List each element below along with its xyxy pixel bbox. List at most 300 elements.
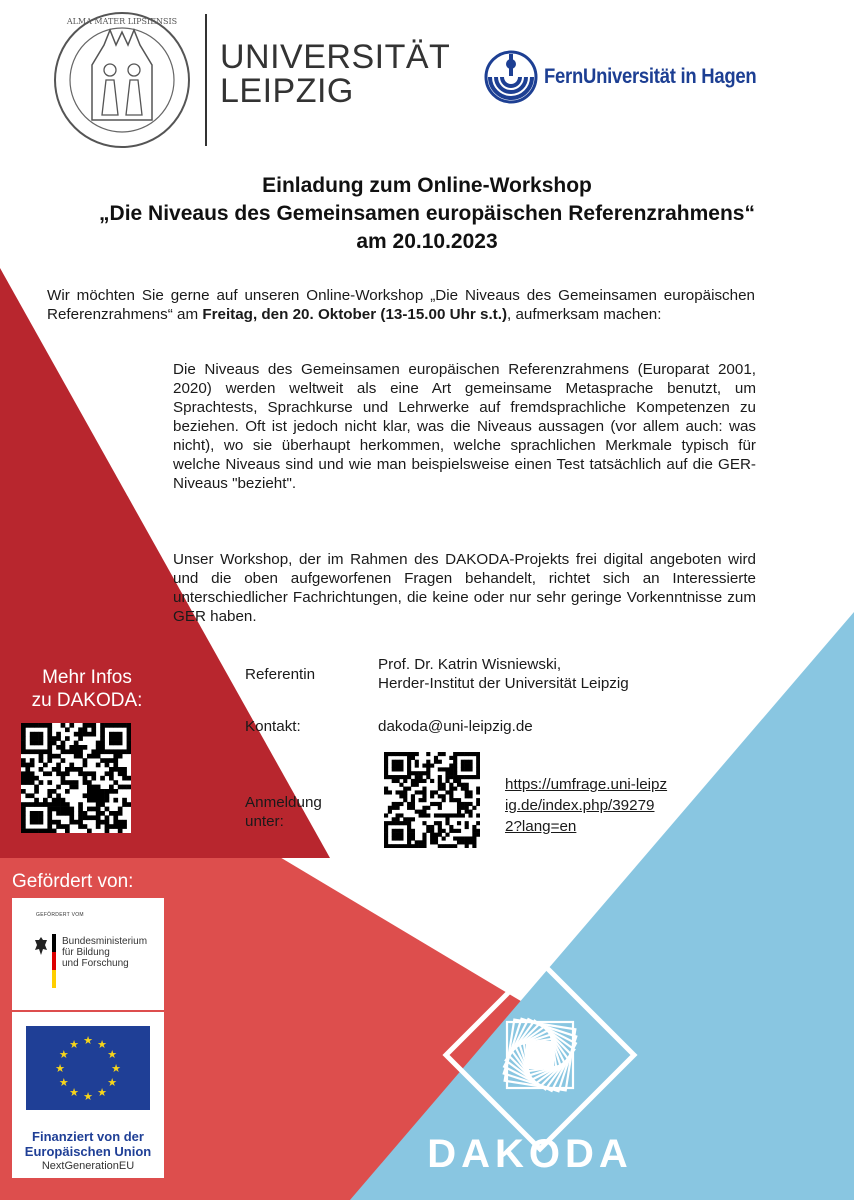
qr-module <box>105 815 110 820</box>
qr-module <box>65 771 70 776</box>
qr-module <box>388 790 392 794</box>
qr-module <box>61 798 66 803</box>
qr-module <box>403 844 407 848</box>
eu-star-icon: ★ <box>83 1091 93 1103</box>
qr-module <box>118 824 123 829</box>
qr-module <box>426 767 430 771</box>
qr-module <box>69 785 74 790</box>
qr-module <box>407 787 411 791</box>
qr-module <box>74 785 79 790</box>
qr-module <box>449 794 453 798</box>
qr-module <box>407 833 411 837</box>
qr-module <box>407 825 411 829</box>
qr-module <box>384 767 388 771</box>
qr-module <box>96 824 101 829</box>
qr-module <box>30 776 35 781</box>
qr-module <box>468 775 472 779</box>
qr-module <box>465 775 469 779</box>
qr-module <box>69 815 74 820</box>
qr-module <box>83 763 88 768</box>
qr-module <box>21 807 26 812</box>
dakoda-wordmark: DAKODA <box>427 1132 633 1176</box>
qr-module <box>56 763 61 768</box>
eu-flag-icon <box>26 1026 150 1110</box>
mehr-infos-line1: Mehr Infos <box>42 667 132 688</box>
qr-module <box>109 824 114 829</box>
qr-module <box>30 723 35 728</box>
qr-module <box>78 802 83 807</box>
qr-module <box>419 790 423 794</box>
qr-module <box>43 802 48 807</box>
qr-module <box>403 787 407 791</box>
referentin-name: Prof. Dr. Katrin Wisniewski, <box>378 656 562 673</box>
eu-star-icon: ★ <box>55 1063 65 1075</box>
qr-module <box>411 771 415 775</box>
qr-module <box>100 749 105 754</box>
qr-module <box>96 811 101 816</box>
qr-module <box>25 763 30 768</box>
qr-module <box>34 732 39 737</box>
qr-module <box>422 840 426 844</box>
qr-module <box>399 821 403 825</box>
qr-module <box>399 844 403 848</box>
qr-module <box>403 752 407 756</box>
qr-module <box>384 813 388 817</box>
qr-module <box>407 806 411 810</box>
qr-module <box>411 794 415 798</box>
qr-module <box>43 723 48 728</box>
qr-module <box>83 815 88 820</box>
qr-module <box>476 821 480 825</box>
qr-module <box>109 741 114 746</box>
qr-module <box>113 736 118 741</box>
qr-module <box>21 741 26 746</box>
qr-module <box>100 741 105 746</box>
qr-module <box>430 790 434 794</box>
qr-module <box>74 741 79 746</box>
dakoda-info-qr-code[interactable] <box>21 723 131 833</box>
qr-module <box>34 736 39 741</box>
qr-module <box>415 771 419 775</box>
qr-module <box>422 771 426 775</box>
qr-module <box>105 820 110 825</box>
qr-module <box>411 829 415 833</box>
qr-module <box>21 802 26 807</box>
qr-module <box>56 736 61 741</box>
qr-module <box>472 825 476 829</box>
qr-module <box>127 785 131 790</box>
qr-module <box>91 754 96 759</box>
qr-module <box>109 758 114 763</box>
qr-module <box>52 820 57 825</box>
anmeldung-label <box>245 793 322 831</box>
qr-module <box>407 771 411 775</box>
title-line1: Einladung zum Online-Workshop <box>262 174 592 197</box>
qr-module <box>426 752 430 756</box>
qr-module <box>47 811 52 816</box>
qr-module <box>96 745 101 750</box>
qr-module <box>109 771 114 776</box>
qr-module <box>65 736 70 741</box>
qr-module <box>411 802 415 806</box>
qr-module <box>47 793 52 798</box>
qr-module <box>476 790 480 794</box>
qr-module <box>396 833 400 837</box>
intro-text-after: , aufmerksam machen: <box>507 306 662 323</box>
qr-module <box>415 783 419 787</box>
qr-module <box>453 787 457 791</box>
qr-module <box>113 811 118 816</box>
qr-module <box>392 833 396 837</box>
qr-module <box>415 790 419 794</box>
qr-module <box>91 785 96 790</box>
qr-module <box>392 829 396 833</box>
qr-module <box>422 794 426 798</box>
kontakt-email[interactable]: dakoda@uni-leipzig.de <box>378 718 533 735</box>
qr-module <box>127 741 131 746</box>
qr-module <box>83 780 88 785</box>
qr-module <box>457 813 461 817</box>
qr-module <box>52 807 57 812</box>
qr-module <box>21 776 26 781</box>
qr-module <box>445 790 449 794</box>
qr-module <box>384 840 388 844</box>
qr-module <box>419 844 423 848</box>
qr-module <box>396 767 400 771</box>
fernuni-logo <box>484 50 785 104</box>
qr-module <box>105 793 110 798</box>
qr-module <box>407 760 411 764</box>
qr-module <box>399 829 403 833</box>
qr-module <box>422 806 426 810</box>
qr-module <box>472 806 476 810</box>
qr-module <box>30 763 35 768</box>
qr-module <box>113 824 118 829</box>
qr-module <box>415 779 419 783</box>
qr-module <box>449 756 453 760</box>
qr-module <box>430 836 434 840</box>
qr-module <box>39 749 44 754</box>
qr-module <box>91 776 96 781</box>
qr-module <box>465 752 469 756</box>
qr-module <box>453 760 457 764</box>
qr-module <box>392 760 396 764</box>
qr-module <box>442 836 446 840</box>
qr-module <box>96 754 101 759</box>
qr-module <box>472 836 476 840</box>
qr-module <box>476 767 480 771</box>
qr-module <box>52 754 57 759</box>
mehr-infos-heading <box>12 666 162 712</box>
qr-module <box>465 825 469 829</box>
qr-module <box>39 736 44 741</box>
qr-module <box>392 775 396 779</box>
qr-module <box>465 806 469 810</box>
qr-module <box>118 767 123 772</box>
dakoda-core-square <box>526 1041 554 1069</box>
dakoda-logo-mark <box>440 955 640 1155</box>
qr-module <box>426 771 430 775</box>
eu-funding-logo <box>12 1012 164 1178</box>
qr-module <box>430 825 434 829</box>
qr-module <box>52 829 57 833</box>
qr-module <box>411 806 415 810</box>
qr-module <box>399 767 403 771</box>
qr-module <box>422 787 426 791</box>
qr-module <box>457 752 461 756</box>
qr-module <box>91 749 96 754</box>
qr-module <box>453 752 457 756</box>
qr-module <box>438 844 442 848</box>
qr-module <box>122 824 127 829</box>
qr-module <box>476 798 480 802</box>
referentin-label: Referentin <box>245 666 316 683</box>
qr-module <box>122 767 127 772</box>
qr-module <box>384 764 388 768</box>
qr-module <box>449 825 453 829</box>
qr-module <box>87 732 92 737</box>
qr-module <box>438 794 442 798</box>
qr-module <box>453 813 457 817</box>
qr-module <box>39 802 44 807</box>
qr-module <box>461 806 465 810</box>
qr-module <box>465 787 469 791</box>
qr-module <box>449 790 453 794</box>
qr-module <box>100 745 105 750</box>
qr-module <box>39 741 44 746</box>
qr-module <box>468 813 472 817</box>
qr-module <box>78 736 83 741</box>
qr-module <box>39 723 44 728</box>
qr-module <box>399 760 403 764</box>
qr-module <box>96 741 101 746</box>
qr-module <box>468 802 472 806</box>
qr-module <box>392 767 396 771</box>
qr-module <box>438 833 442 837</box>
qr-module <box>47 802 52 807</box>
qr-module <box>392 802 396 806</box>
qr-module <box>445 767 449 771</box>
qr-module <box>407 802 411 806</box>
qr-module <box>422 836 426 840</box>
qr-module <box>411 752 415 756</box>
qr-module <box>388 752 392 756</box>
qr-module <box>96 807 101 812</box>
qr-module <box>34 829 39 833</box>
qr-module <box>457 829 461 833</box>
qr-module <box>39 754 44 759</box>
qr-module <box>472 775 476 779</box>
qr-module <box>453 844 457 848</box>
qr-module <box>39 829 44 833</box>
qr-module <box>21 771 26 776</box>
qr-module <box>399 790 403 794</box>
qr-module <box>407 821 411 825</box>
qr-module <box>396 813 400 817</box>
qr-module <box>65 780 70 785</box>
qr-module <box>113 749 118 754</box>
qr-module <box>118 785 123 790</box>
intro-paragraph <box>47 286 755 324</box>
qr-module <box>396 760 400 764</box>
qr-module <box>449 798 453 802</box>
federal-eagle-icon <box>34 936 48 956</box>
qr-module <box>105 758 110 763</box>
qr-module <box>118 771 123 776</box>
qr-module <box>113 815 118 820</box>
qr-module <box>113 763 118 768</box>
qr-module <box>122 785 127 790</box>
title-line2: „Die Niveaus des Gemeinsamen europäischen Referenzrahmens“ <box>99 202 755 225</box>
qr-module <box>30 829 35 833</box>
qr-module <box>465 802 469 806</box>
qr-module <box>468 840 472 844</box>
qr-module <box>47 745 52 750</box>
qr-module <box>113 754 118 759</box>
qr-module <box>122 802 127 807</box>
qr-module <box>39 767 44 772</box>
qr-module <box>43 763 48 768</box>
qr-module <box>87 785 92 790</box>
qr-module <box>109 732 114 737</box>
qr-module <box>407 775 411 779</box>
qr-module <box>69 780 74 785</box>
qr-module <box>87 793 92 798</box>
qr-module <box>61 807 66 812</box>
qr-module <box>83 811 88 816</box>
qr-module <box>87 780 92 785</box>
qr-module <box>465 821 469 825</box>
qr-module <box>434 802 438 806</box>
qr-module <box>384 821 388 825</box>
qr-module <box>96 793 101 798</box>
qr-module <box>388 806 392 810</box>
qr-module <box>430 794 434 798</box>
qr-module <box>442 794 446 798</box>
university-seal-logo <box>52 10 192 150</box>
qr-module <box>21 820 26 825</box>
qr-module <box>392 764 396 768</box>
qr-module <box>118 732 123 737</box>
qr-module <box>83 732 88 737</box>
bmbf-line3: und Forschung <box>62 958 129 969</box>
qr-module <box>468 752 472 756</box>
qr-module <box>445 771 449 775</box>
qr-module <box>74 745 79 750</box>
qr-module <box>438 752 442 756</box>
qr-module <box>21 780 26 785</box>
qr-module <box>118 829 123 833</box>
qr-module <box>109 767 114 772</box>
qr-module <box>105 829 110 833</box>
qr-module <box>65 802 70 807</box>
eu-star-icon: ★ <box>58 1049 69 1061</box>
qr-module <box>415 840 419 844</box>
qr-module <box>56 820 61 825</box>
registration-qr-code[interactable] <box>384 752 480 848</box>
qr-module <box>384 844 388 848</box>
qr-module <box>465 794 469 798</box>
qr-module <box>396 829 400 833</box>
qr-module <box>449 829 453 833</box>
qr-module <box>61 749 66 754</box>
qr-module <box>43 829 48 833</box>
qr-module <box>96 789 101 794</box>
qr-module <box>113 758 118 763</box>
qr-module <box>21 732 26 737</box>
intro-text-before: Wir möchten Sie gerne auf unseren Online-Workshop „Die Niveaus des Gemeinsamen europäischen Referenzrahmens“ am <box>47 287 755 323</box>
qr-module <box>83 723 88 728</box>
qr-module <box>457 779 461 783</box>
qr-module <box>407 756 411 760</box>
qr-module <box>91 789 96 794</box>
qr-module <box>87 723 92 728</box>
qr-module <box>78 745 83 750</box>
qr-module <box>105 807 110 812</box>
qr-module <box>445 817 449 821</box>
qr-module <box>457 821 461 825</box>
qr-module <box>78 807 83 812</box>
qr-module <box>453 764 457 768</box>
qr-module <box>39 732 44 737</box>
qr-module <box>69 763 74 768</box>
eu-star-icon: ★ <box>97 1038 107 1051</box>
qr-module <box>445 779 449 783</box>
qr-module <box>118 723 123 728</box>
qr-module <box>472 844 476 848</box>
qr-module <box>87 754 92 759</box>
qr-module <box>43 798 48 803</box>
qr-module <box>34 723 39 728</box>
qr-module <box>39 758 44 763</box>
registration-link[interactable]: https://umfrage.uni-leipzig.de/index.php/392792?lang=en <box>505 776 668 835</box>
qr-module <box>100 789 105 794</box>
qr-module <box>83 758 88 763</box>
anmeldung-label-line2: unter: <box>245 813 284 830</box>
qr-module <box>118 741 123 746</box>
qr-module <box>411 833 415 837</box>
qr-module <box>384 836 388 840</box>
qr-module <box>457 840 461 844</box>
qr-module <box>39 815 44 820</box>
qr-module <box>419 813 423 817</box>
qr-module <box>127 776 131 781</box>
qr-module <box>430 829 434 833</box>
qr-module <box>468 760 472 764</box>
qr-module <box>61 745 66 750</box>
qr-module <box>453 775 457 779</box>
qr-module <box>30 771 35 776</box>
eu-star-icon: ★ <box>97 1087 107 1100</box>
qr-module <box>430 840 434 844</box>
qr-module <box>56 824 61 829</box>
qr-module <box>30 815 35 820</box>
qr-module <box>411 756 415 760</box>
qr-module <box>91 771 96 776</box>
qr-module <box>96 815 101 820</box>
qr-module <box>430 802 434 806</box>
qr-module <box>442 844 446 848</box>
qr-module <box>388 821 392 825</box>
qr-module <box>96 820 101 825</box>
qr-module <box>396 779 400 783</box>
qr-module <box>465 836 469 840</box>
qr-module <box>438 760 442 764</box>
qr-module <box>419 798 423 802</box>
qr-module <box>39 811 44 816</box>
qr-module <box>434 760 438 764</box>
qr-module <box>407 764 411 768</box>
